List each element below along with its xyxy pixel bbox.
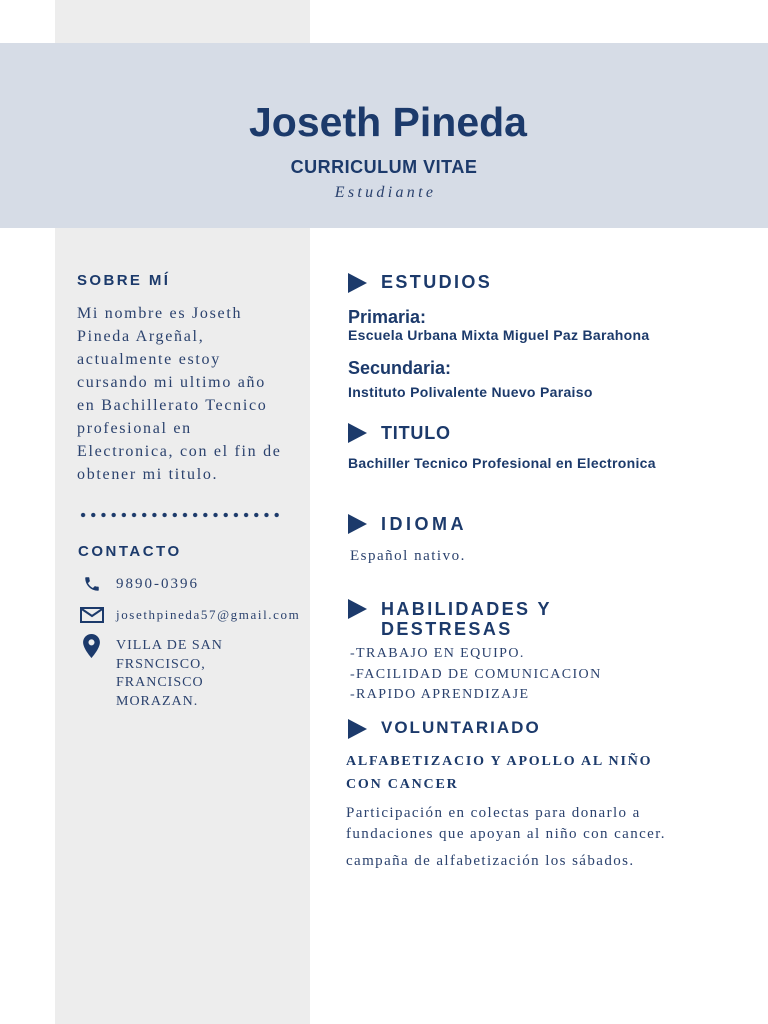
study-level: Primaria: [348, 307, 427, 327]
language-heading: IDIOMA [381, 514, 467, 534]
about-heading: SOBRE MÍ [77, 272, 171, 289]
email-address: josethpineda57@gmail.com [116, 607, 301, 622]
skills-heading: HABILIDADES Y DESTRESAS [381, 599, 552, 639]
skill-item: -TRABAJO EN EQUIPO. [350, 646, 525, 661]
about-text: Mi nombre es Joseth Pineda Argeñal, actualmente estoy cursando mi ultimo año en Bachillerato Tecnico profesional en Electronica, con el fin de obtener mi titulo. [77, 305, 282, 483]
studies-heading: ESTUDIOS [381, 272, 493, 292]
triangle-right-icon [348, 719, 367, 739]
person-role: Estudiante [334, 184, 437, 201]
document-title: CURRICULUM VITAE [290, 157, 478, 177]
study-school: Escuela Urbana Mixta Miguel Paz Barahona [348, 327, 650, 343]
study-level: Secundaria: [348, 358, 452, 378]
degree-text: Bachiller Tecnico Profesional en Electronica [348, 455, 656, 471]
triangle-right-icon [348, 423, 367, 443]
volunteering-paragraph: Participación en colectas para donarlo a fundaciones que apoyan al niño con cancer. [346, 805, 666, 842]
triangle-right-icon [348, 599, 367, 619]
language-text: Español nativo. [350, 548, 466, 564]
volunteering-subtitle: ALFABETIZACIO Y APOLLO AL NIÑO CON CANCER [346, 754, 653, 792]
envelope-icon [80, 607, 104, 623]
phone-number: 9890-0396 [116, 576, 199, 592]
person-name: Joseth Pineda [249, 99, 527, 145]
triangle-right-icon [348, 273, 367, 293]
skills-list [350, 644, 602, 706]
study-school: Instituto Polivalente Nuevo Paraiso [348, 384, 593, 400]
phone-icon [83, 575, 101, 593]
map-pin-icon [83, 634, 100, 658]
triangle-right-icon [348, 514, 367, 534]
contact-heading: CONTACTO [78, 543, 182, 560]
postal-address: VILLA DE SAN FRSNCISCO, FRANCISCO MORAZAN. [116, 638, 223, 709]
skill-item: -FACILIDAD DE COMUNICACION [350, 666, 602, 682]
degree-heading: TITULO [381, 423, 451, 443]
skill-item: -RAPIDO APRENDIZAJE [350, 687, 530, 702]
volunteering-heading: VOLUNTARIADO [381, 718, 541, 737]
dotted-divider [78, 512, 282, 518]
volunteering-paragraph: campaña de alfabetización los sábados. [346, 853, 635, 869]
